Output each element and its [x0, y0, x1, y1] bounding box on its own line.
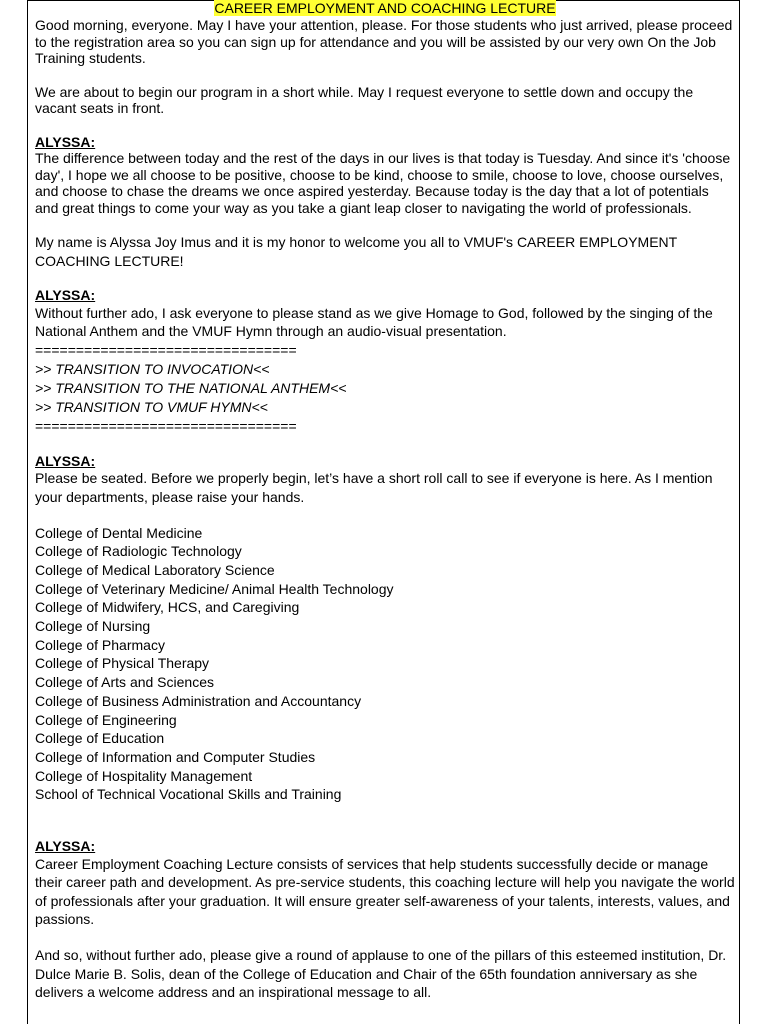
- intro-paragraph-1: Good morning, everyone. May I have your attention, please. For those students who just arrived, please proceed to the registration area so you can sign up for attendance and you will be assisted by our very own On the Job Training students.: [35, 17, 733, 66]
- department-item: College of Pharmacy: [35, 636, 165, 653]
- department-item: College of Dental Medicine: [35, 524, 203, 541]
- department-item: College of Arts and Sciences: [35, 674, 214, 691]
- department-list: [35, 524, 735, 805]
- department-item: College of Physical Therapy: [35, 655, 210, 672]
- department-item: College of Midwifery, HCS, and Caregiving: [35, 599, 300, 616]
- department-item: College of Education: [35, 730, 165, 747]
- block3-paragraph: Please be seated. Before we properly begin, let’s have a short roll call to see if everyone is here. As I mention your departments, please raise your hands.: [35, 470, 713, 505]
- block2-paragraph: Without further ado, I ask everyone to please stand as we give Homage to God, followed by the singing of the National Anthem and the VMUF Hymn through an audio-visual presentation.: [35, 304, 713, 340]
- department-item: College of Engineering: [35, 711, 177, 728]
- department-item: College of Radiologic Technology: [35, 543, 242, 560]
- department-item: College of Medical Laboratory Science: [35, 561, 275, 578]
- document-content: [35, 0, 735, 1002]
- intro-paragraph-2: We are about to begin our program in a short while. May I request everyone to settle down and occupy the vacant seats in front.: [35, 83, 694, 116]
- department-item: College of Nursing: [35, 618, 151, 635]
- speaker-label: ALYSSA:: [35, 287, 96, 304]
- department-item: School of Technical Vocational Skills and Training: [35, 786, 342, 803]
- separator-line: ================================: [35, 341, 297, 358]
- block1-paragraph-2: My name is Alyssa Joy Imus and it is my honor to welcome you all to VMUF's CAREER EMPLOYMENT COACHING LECTURE!: [35, 234, 677, 269]
- department-item: College of Veterinary Medicine/ Animal Health Technology: [35, 580, 394, 597]
- block4-paragraph-2: And so, without further ado, please give a round of applause to one of the pillars of this esteemed institution, Dr. Dulce Marie B. Solis, dean of the College of Education and Chair of the 65th foundation anniversary as she delivers a welcome address and an inspirational message to all.: [35, 946, 727, 1001]
- block1-paragraph-1: The difference between today and the rest of the days in our lives is that today is Tuesday. And since it's 'choose day', I hope we all choose to be positive, choose to be kind, choose to smile, choose to love, choose ourselves, and choose to chase the dreams we once aspired yesterday. Because today is the day that a lot of potentials and great things to come your way as you take a giant leap closer to navigating the world of professionals.: [35, 150, 731, 216]
- department-item: College of Business Administration and Accountancy: [35, 692, 362, 709]
- block4-paragraph-1: Career Employment Coaching Lecture consists of services that help students successfully decide or manage their career path and development. As pre-service students, this coaching lecture will help you navigate the world of professionals after your graduation. It will ensure greater self-awareness of your talents, interests, values, and passions.: [35, 855, 735, 928]
- title-row: [35, 0, 735, 17]
- transition-national-anthem: >> TRANSITION TO THE NATIONAL ANTHEM<<: [35, 379, 347, 396]
- transition-invocation: >> TRANSITION TO INVOCATION<<: [35, 360, 270, 377]
- transition-vmuf-hymn: >> TRANSITION TO VMUF HYMN<<: [35, 398, 268, 415]
- speaker-label: ALYSSA:: [35, 133, 96, 150]
- speaker-label: ALYSSA:: [35, 452, 96, 469]
- separator-line: ================================: [35, 417, 297, 434]
- speaker-label: ALYSSA:: [35, 838, 96, 855]
- document-title: CAREER EMPLOYMENT AND COACHING LECTURE: [214, 0, 556, 16]
- department-item: College of Hospitality Management: [35, 767, 253, 784]
- department-item: College of Information and Computer Studies: [35, 749, 316, 765]
